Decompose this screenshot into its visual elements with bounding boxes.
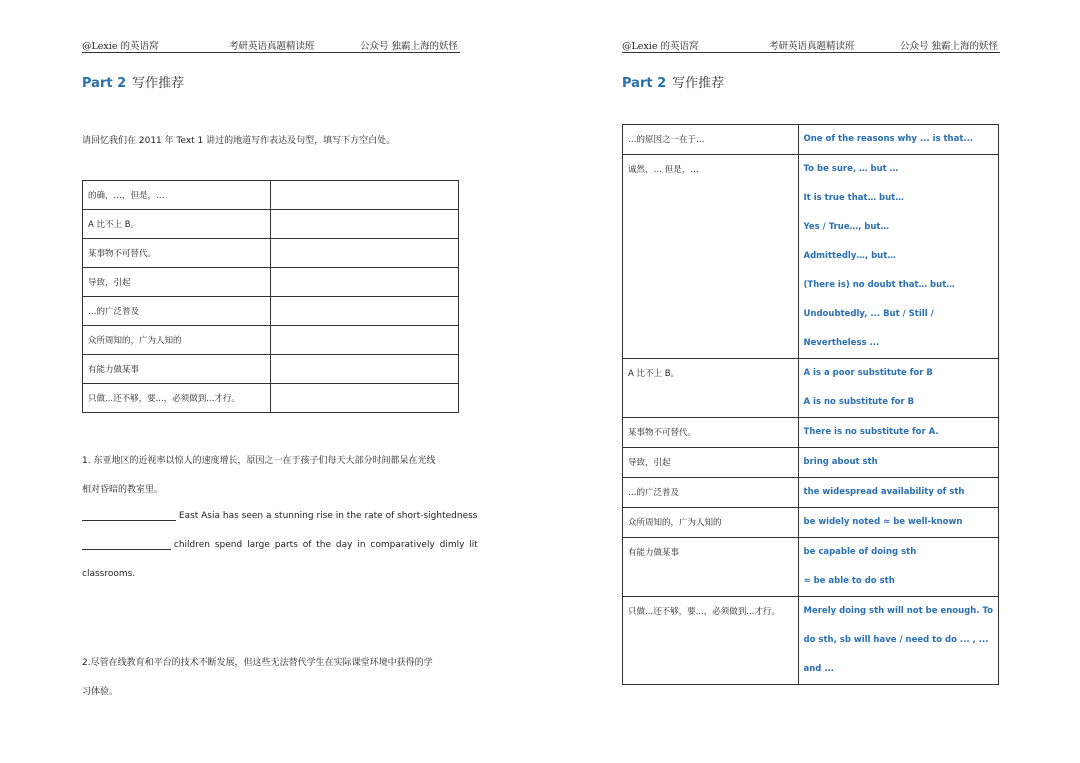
answer-cell[interactable] xyxy=(271,239,459,268)
phrase-cn-cell: 有能力做某事 xyxy=(623,538,799,597)
phrase-en-line: There is no substitute for A. xyxy=(803,427,939,437)
phrase-en-line: be capable of doing sth xyxy=(803,547,917,557)
part-title: 写作推荐 xyxy=(672,76,725,91)
exercise-1-cn-line1: 1. 东亚地区的近视率以惊人的速度增长，原因之一在于孩子们每天大部分时间都呆在光线 xyxy=(82,456,436,466)
phrase-en-line: bring about sth xyxy=(803,457,878,467)
phrase-cn-cell: …的原因之一在于… xyxy=(623,125,799,155)
table-row xyxy=(623,155,999,359)
page-header xyxy=(622,38,1000,53)
phrase-en-line: It is true that… but… xyxy=(803,193,904,203)
exercise-1-en-text1: East Asia has seen a stunning rise in the rate of short-sightedness xyxy=(178,511,478,521)
section-heading xyxy=(82,72,184,91)
exercise-1-en-line2 xyxy=(82,540,478,550)
phrase-cn-cell: 只做...还不够，要...，必须做到...才行。 xyxy=(623,597,799,685)
phrase-en-cell xyxy=(798,478,998,508)
answer-cell[interactable] xyxy=(271,384,459,413)
phrase-cn-cell: 导致，引起 xyxy=(623,448,799,478)
phrase-cn-cell: A 比不上 B。 xyxy=(83,210,271,239)
right-page xyxy=(622,0,1000,763)
phrase-cn-cell: A 比不上 B。 xyxy=(623,359,799,418)
left-page xyxy=(82,0,482,763)
page-header xyxy=(82,38,460,53)
phrase-en-cell xyxy=(798,359,998,418)
phrase-cn-cell: 诚然，… 但是，… xyxy=(623,155,799,359)
fill-in-table xyxy=(82,180,459,413)
exercise-2-cn-line2: 习体验。 xyxy=(82,687,119,697)
exercise-1-en-text2: children spend large parts of the day in comparatively dimly lit xyxy=(173,540,478,550)
answer-table xyxy=(622,124,999,685)
phrase-en-line: Merely doing sth will not be enough. To xyxy=(803,606,993,616)
phrase-en-line: A is a poor substitute for B xyxy=(803,368,933,378)
instruction-text: 请回忆我们在 2011 年 Text 1 讲过的地道写作表达及句型，填写下方空白处。 xyxy=(82,136,396,146)
phrase-en-cell xyxy=(798,155,998,359)
answer-cell[interactable] xyxy=(271,355,459,384)
phrase-en-cell xyxy=(798,508,998,538)
phrase-en-line: Undoubtedly, ... But / Still / xyxy=(803,309,934,319)
header-author: @Lexie 的英语窝 xyxy=(622,41,699,52)
answer-cell[interactable] xyxy=(271,181,459,210)
phrase-en-cell xyxy=(798,125,998,155)
phrase-en-line: ≈ be able to do sth xyxy=(803,576,895,586)
phrase-en-line: be widely noted ≈ be well-known xyxy=(803,517,963,527)
table-row xyxy=(623,418,999,448)
table-row xyxy=(623,538,999,597)
phrase-cn-cell: 导致，引起 xyxy=(83,268,271,297)
answer-cell[interactable] xyxy=(271,268,459,297)
table-row xyxy=(83,210,459,239)
phrase-en-line: Yes / True…, but… xyxy=(803,222,889,232)
table-row xyxy=(623,359,999,418)
part-number: Part 2 xyxy=(82,76,127,91)
phrase-en-line: Admittedly…, but… xyxy=(803,251,896,261)
phrase-cn-cell: 众所周知的，广为人知的 xyxy=(83,326,271,355)
phrase-cn-cell: 某事物不可替代。 xyxy=(83,239,271,268)
table-row xyxy=(83,268,459,297)
header-course: 考研英语真题精读班 xyxy=(769,41,855,52)
phrase-en-line: Nevertheless ... xyxy=(803,338,880,348)
phrase-cn-cell: 某事物不可替代。 xyxy=(623,418,799,448)
phrase-cn-cell: 只做...还不够，要...，必须做到...才行。 xyxy=(83,384,271,413)
header-account: 公众号 独霸上海的妖怪 xyxy=(360,41,459,52)
phrase-en-line: One of the reasons why ... is that... xyxy=(803,134,974,144)
phrase-en-line: the widespread availability of sth xyxy=(803,487,965,497)
part-number: Part 2 xyxy=(622,76,667,91)
header-author: @Lexie 的英语窝 xyxy=(82,41,159,52)
table-row xyxy=(623,448,999,478)
exercise-1-cn-line2: 相对昏暗的教室里。 xyxy=(82,485,164,495)
phrase-en-line: To be sure, … but … xyxy=(803,164,899,174)
header-account: 公众号 独霸上海的妖怪 xyxy=(900,41,999,52)
answer-cell[interactable] xyxy=(271,326,459,355)
answer-blank[interactable] xyxy=(82,520,176,521)
table-row xyxy=(83,384,459,413)
phrase-en-line: and ... xyxy=(803,664,835,674)
phrase-en-cell xyxy=(798,418,998,448)
phrase-en-cell xyxy=(798,538,998,597)
phrase-en-line: do sth, sb will have / need to do ... , ... xyxy=(803,635,989,645)
header-course: 考研英语真题精读班 xyxy=(229,41,315,52)
table-row xyxy=(83,326,459,355)
exercise-1-en-line3: classrooms. xyxy=(82,569,136,579)
part-title: 写作推荐 xyxy=(132,76,185,91)
answer-cell[interactable] xyxy=(271,297,459,326)
exercise-2-cn-line1: 2.尽管在线教育和平台的技术不断发展，但这些无法替代学生在实际课堂环境中获得的学 xyxy=(82,658,433,668)
section-heading xyxy=(622,72,724,91)
table-row xyxy=(623,597,999,685)
table-row xyxy=(83,181,459,210)
phrase-en-cell xyxy=(798,448,998,478)
table-row xyxy=(623,508,999,538)
table-row xyxy=(83,355,459,384)
phrase-en-line: (There is) no doubt that… but… xyxy=(803,280,955,290)
phrase-cn-cell: …的广泛普及 xyxy=(623,478,799,508)
exercise-1-en-line1 xyxy=(82,511,478,521)
phrase-en-line: A is no substitute for B xyxy=(803,397,915,407)
phrase-cn-cell: 众所周知的，广为人知的 xyxy=(623,508,799,538)
table-row xyxy=(623,478,999,508)
phrase-cn-cell: …的广泛普及 xyxy=(83,297,271,326)
table-row xyxy=(623,125,999,155)
phrase-en-cell xyxy=(798,597,998,685)
table-row xyxy=(83,239,459,268)
phrase-cn-cell: 的确，…，但是，… xyxy=(83,181,271,210)
table-row xyxy=(83,297,459,326)
answer-blank[interactable] xyxy=(82,549,171,550)
phrase-cn-cell: 有能力做某事 xyxy=(83,355,271,384)
answer-cell[interactable] xyxy=(271,210,459,239)
